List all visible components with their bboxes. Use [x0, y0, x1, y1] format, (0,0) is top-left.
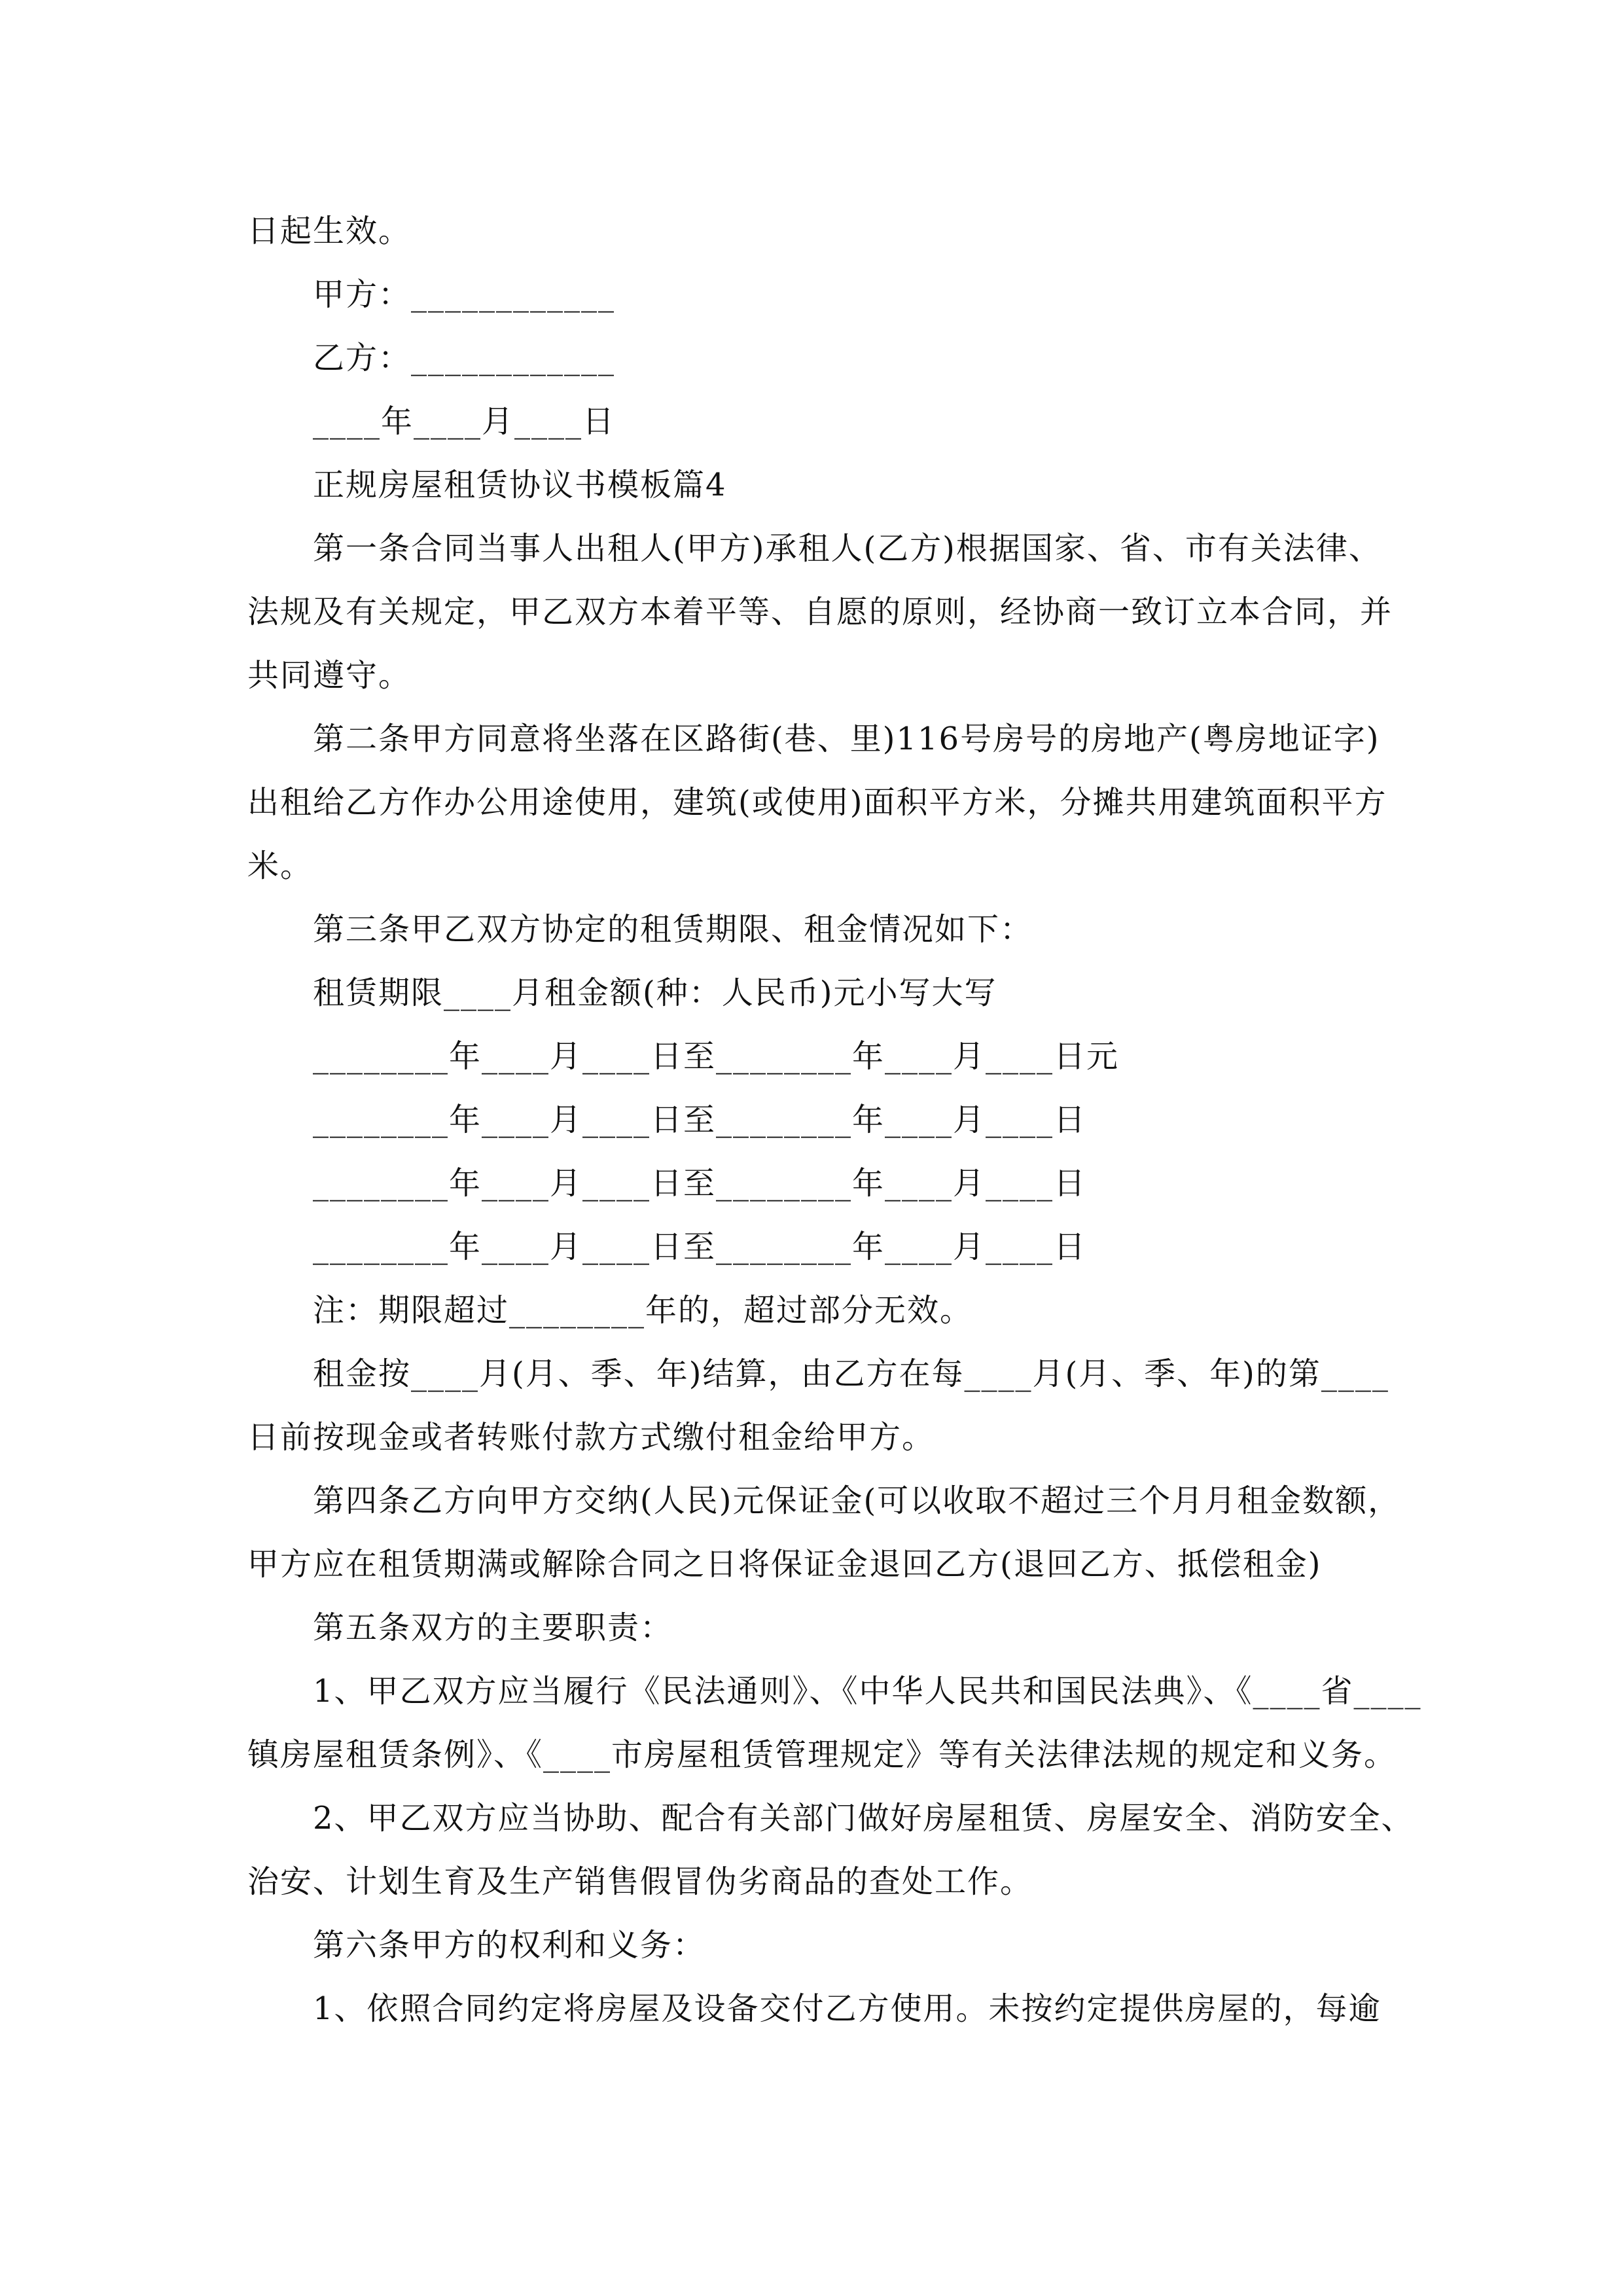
- paragraph-line: 法规及有关规定，甲乙双方本着平等、自愿的原则，经协商一致订立本合同，并: [247, 594, 1393, 630]
- party-a-signature-line: 甲方：____________: [313, 276, 616, 313]
- paragraph-line: 第四条乙方向甲方交纳(人民)元保证金(可以收取不超过三个月月租金数额，: [313, 1482, 1401, 1519]
- paragraph-line: 1、依照合同约定将房屋及设备交付乙方使用。未按约定提供房屋的，每逾: [313, 1990, 1382, 2027]
- paragraph-line: 出租给乙方作办公用途使用，建筑(或使用)面积平方米，分摊共用建筑面积平方: [247, 784, 1387, 821]
- paragraph-line: 日起生效。: [247, 213, 412, 249]
- paragraph-line: 日前按现金或者转账付款方式缴付租金给甲方。: [247, 1419, 935, 1456]
- paragraph-line: 租金按____月(月、季、年)结算，由乙方在每____月(月、季、年)的第____: [313, 1355, 1389, 1392]
- party-b-signature-line: 乙方：____________: [313, 340, 616, 376]
- rent-table-header: 租赁期限____月租金额(种：人民币)元小写大写: [313, 975, 997, 1011]
- paragraph-line: 治安、计划生育及生产销售假冒伪劣商品的查处工作。: [247, 1863, 1033, 1900]
- paragraph-line: 第二条甲方同意将坐落在区路街(巷、里)116号房号的房地产(粤房地证字): [313, 721, 1380, 757]
- rent-period-row: ________年____月____日至________年____月____日: [313, 1229, 1087, 1265]
- paragraph-line: 第六条甲方的权利和义务：: [313, 1927, 706, 1964]
- paragraph-line: 镇房屋租赁条例》、《____市房屋租赁管理规定》等有关法律法规的规定和义务。: [247, 1736, 1397, 1773]
- note-line: 注：期限超过________年的，超过部分无效。: [313, 1292, 973, 1329]
- paragraph-line: 甲方应在租赁期满或解除合同之日将保证金退回乙方(退回乙方、抵偿租金): [247, 1546, 1322, 1583]
- paragraph-line: 第三条甲乙双方协定的租赁期限、租金情况如下：: [313, 911, 1033, 948]
- paragraph-line: 2、甲乙双方应当协助、配合有关部门做好房屋租赁、房屋安全、消防安全、: [313, 1800, 1414, 1837]
- paragraph-line: 共同遵守。: [247, 657, 412, 694]
- rent-period-row: ________年____月____日至________年____月____日: [313, 1165, 1087, 1202]
- rent-period-row: ________年____月____日至________年____月____日元: [313, 1038, 1120, 1075]
- date-line: ____年____月____日: [313, 403, 616, 440]
- paragraph-line: 1、甲乙双方应当履行《民法通则》、《中华人民共和国民法典》、《____省____: [313, 1673, 1422, 1710]
- rent-period-row: ________年____月____日至________年____月____日: [313, 1102, 1087, 1138]
- paragraph-line: 第一条合同当事人出租人(甲方)承租人(乙方)根据国家、省、市有关法律、: [313, 530, 1382, 567]
- section-title: 正规房屋租赁协议书模板篇4: [313, 467, 727, 503]
- paragraph-line: 米。: [247, 848, 313, 884]
- paragraph-line: 第五条双方的主要职责：: [313, 1609, 673, 1646]
